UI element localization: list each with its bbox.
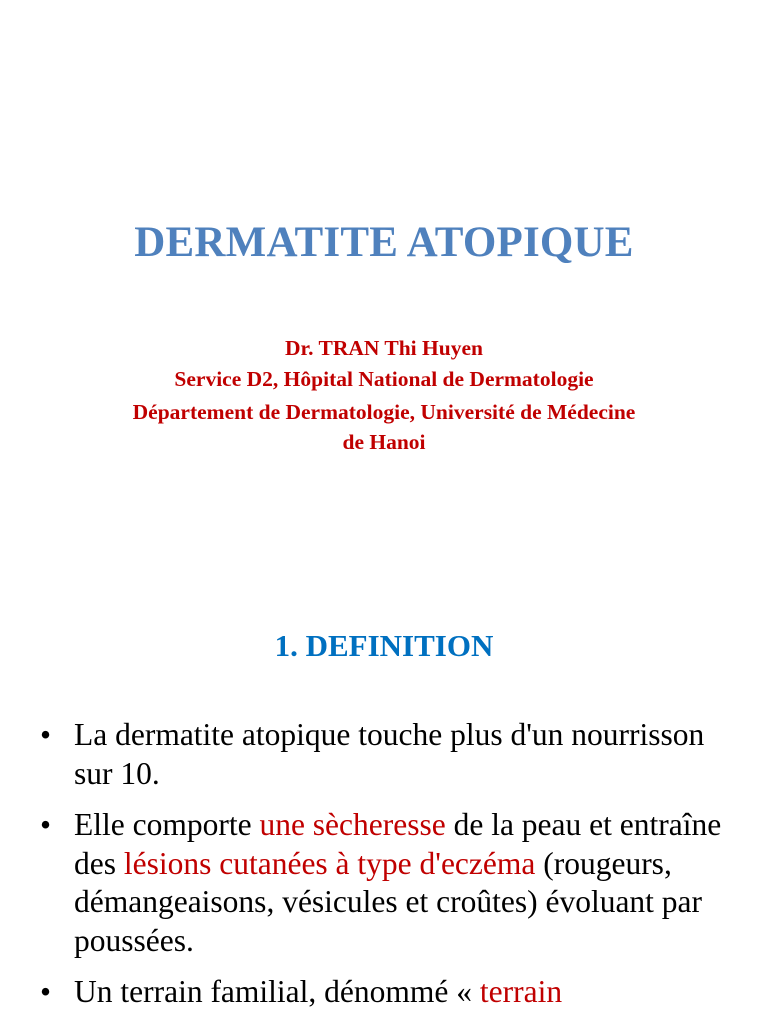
bullet-item <box>40 716 740 793</box>
bullet-item <box>40 973 740 1012</box>
bullet-dot-icon: • <box>40 974 52 1009</box>
author-block <box>0 333 768 457</box>
author-department: Département de Dermatologie, Université de Médecine de Hanoi <box>132 400 636 454</box>
bullet-highlight: une sècheresse <box>259 807 446 842</box>
bullet-text: La dermatite atopique touche plus d'un nourrisson sur 10. <box>74 717 705 791</box>
author-service: Service D2, Hôpital National de Dermatologie <box>174 367 594 391</box>
bullet-dot-icon: • <box>40 807 52 842</box>
slide-title: DERMATITE ATOPIQUE <box>134 219 634 266</box>
bullet-text: Elle comporte <box>74 807 260 842</box>
section-heading: 1. DEFINITION <box>274 628 494 663</box>
bullet-item <box>40 806 740 960</box>
bullet-text: Un terrain familial, dénommé « <box>74 974 480 1009</box>
author-name: Dr. TRAN Thi Huyen <box>285 336 483 360</box>
bullet-text: de la peau et entraîne des <box>74 807 722 881</box>
bullet-highlight: lésions cutanées à type d'eczéma <box>123 845 536 881</box>
bullet-highlight: terrain <box>479 974 563 1009</box>
bullet-list <box>40 716 740 1024</box>
bullet-text: (rougeurs, démangeaisons, vésicules et croûtes) évoluant par poussées. <box>74 845 703 958</box>
bullet-dot-icon: • <box>40 717 52 752</box>
